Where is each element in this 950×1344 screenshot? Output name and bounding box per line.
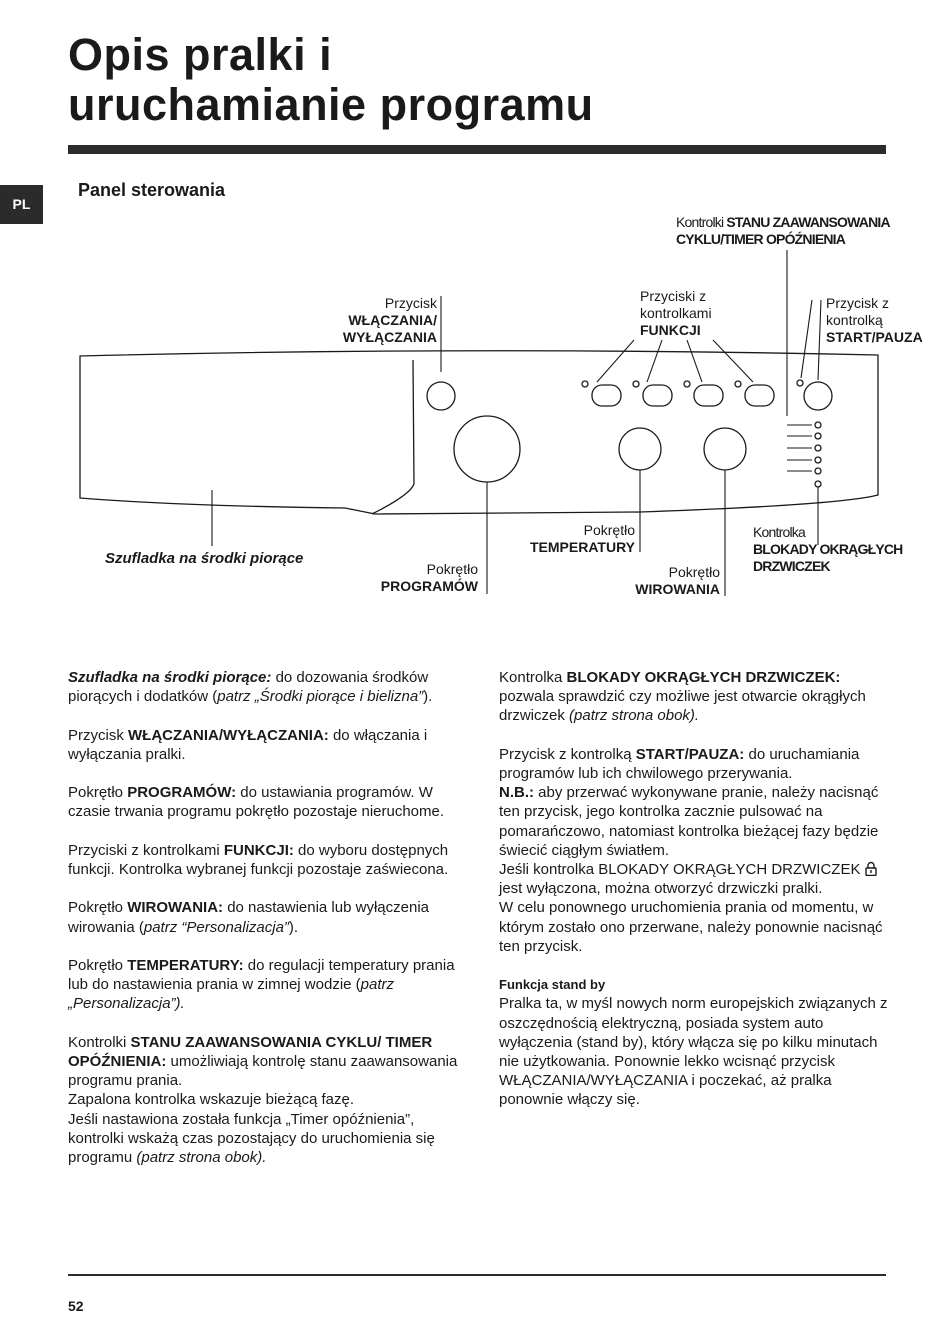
term-door-lock: BLOKADY OKRĄGŁYCH DRZWICZEK: [566, 669, 841, 686]
status-led-3 [815, 445, 821, 451]
label-door-lock [753, 524, 902, 575]
language-tab: PL [0, 185, 43, 224]
label-spin-line-1: Pokrętło [668, 564, 720, 580]
term-functions: FUNKCJI: [223, 841, 294, 859]
desc-status-leds [68, 1033, 460, 1091]
label-status-bold-1: STANU ZAAWANSOWANIA [726, 214, 890, 230]
desc-text: Pokrętło [68, 899, 128, 917]
label-program-knob [381, 561, 478, 595]
lock-icon [865, 861, 877, 876]
desc-text: do uruchamiania programów lub ich chwilowego przerywania. [499, 745, 860, 782]
label-status-prefix: Kontrolki [676, 214, 727, 230]
desc-text: Pokrętło [68, 784, 128, 802]
label-spin-bold: WIROWANIA [635, 581, 720, 597]
status-led-1 [815, 422, 821, 428]
function-led-2 [633, 381, 639, 387]
label-door-bold-2: DRZWICZEK [753, 558, 830, 574]
label-on-off [343, 295, 437, 346]
label-temperature-bold: TEMPERATURY [530, 539, 635, 555]
term-on-off: WŁĄCZANIA/WYŁĄCZANIA: [128, 726, 329, 744]
desc-text: do regulacji temperatury prania lub do nastawienia prania w zimnej wodzie ( [68, 956, 455, 994]
desc-text: Kontrolka [499, 669, 567, 686]
standby-text: Pralka ta, w myśl nowych norm europejskich związanych z oszczędnością elektryczną, posiada system auto wyłączenia (stand by), który włącza się po kilku minutach nie użytkowania. Ponownie lekko wcisnąć przycisk WŁĄCZANIA/WYŁĄCZANIA i poczekać, aż pralka ponownie włączy się. [499, 995, 888, 1109]
function-button-3-shape [694, 385, 723, 406]
desc-text: umożliwiają kontrolę stanu zaawansowania programu prania. [68, 1052, 458, 1090]
label-start-bold: START/PAUZA [826, 329, 923, 345]
label-door-line-1: Kontrolka [753, 524, 805, 540]
desc-ref: patrz „Środki piorące i bielizna” [217, 688, 424, 706]
status-led-4 [815, 457, 821, 463]
footer-divider [68, 1274, 886, 1276]
desc-text: Pokrętło [68, 956, 128, 974]
desc-text: do nastawienia lub wyłączenia wirowania ( [68, 899, 429, 936]
label-on-off-line-1: Przycisk [384, 295, 437, 311]
desc-door-lock [499, 668, 891, 726]
desc-spin-knob [68, 898, 460, 936]
label-spin-knob [635, 564, 720, 598]
term-program: PROGRAMÓW: [127, 784, 237, 802]
desc-text: Jeśli nastawiona została funkcja „Timer opóźnienia”, kontrolki wskażą czas pozostający do uruchomienia się programu [68, 1110, 435, 1166]
label-detergent-drawer-text: Szufladka na środki piorące [105, 550, 304, 567]
desc-start-pause [499, 745, 891, 783]
desc-text: pozwala sprawdzić czy możliwe jest otwarcie okrągłych drzwiczek [499, 688, 866, 725]
door-lock-led [815, 481, 821, 487]
on-off-button-shape [427, 382, 455, 410]
status-led-2 [815, 433, 821, 439]
function-button-4-shape [745, 385, 774, 406]
desc-ref: patrz “Personalizacja” [143, 918, 289, 936]
desc-nb [499, 783, 891, 860]
desc-functions [68, 841, 460, 879]
function-button-1-shape [592, 385, 621, 406]
desc-status-line-3 [68, 1110, 460, 1168]
program-knob-shape [454, 416, 520, 482]
right-column [499, 668, 891, 1110]
desc-text: do ustawiania programów. W czasie trwania programu pokrętło pozostaje nieruchome. [68, 784, 445, 821]
page-title-line-2: uruchamianie programu [68, 79, 594, 130]
label-functions [640, 288, 712, 339]
label-on-off-bold-1: WŁĄCZANIA/ [348, 312, 437, 328]
desc-text: jest wyłączona, można otworzyć drzwiczki pralki. [499, 880, 823, 898]
label-door-bold-1: BLOKADY OKRĄGŁYCH [753, 541, 903, 557]
desc-detergent-drawer [68, 668, 460, 706]
label-program-line-1: Pokrętło [426, 561, 478, 577]
label-on-off-bold-2: WYŁĄCZANIA [342, 329, 437, 345]
label-start-pause [826, 295, 923, 346]
label-temperature-line-1: Pokrętło [583, 522, 635, 538]
label-functions-line-2: kontrolkami [640, 305, 712, 321]
desc-ref: (patrz strona obok). [569, 707, 700, 725]
desc-text: Jeśli kontrolka BLOKADY OKRĄGŁYCH DRZWICZEK [499, 861, 865, 879]
label-start-line-1: Przycisk z [826, 295, 889, 311]
drawer-boundary [372, 360, 414, 514]
label-start-line-2: kontrolką [826, 312, 883, 328]
desc-program-knob [68, 783, 460, 821]
desc-ref: patrz „Personalizacja”). [68, 976, 395, 1013]
desc-text: ). [288, 918, 299, 936]
desc-text: ). [423, 688, 433, 706]
function-led-4 [735, 381, 741, 387]
page-title-line-1: Opis pralki i [68, 29, 333, 80]
desc-on-off [68, 726, 460, 764]
term-detergent-drawer: Szufladka na środki piorące: [68, 669, 272, 686]
desc-text: Przycisk [68, 726, 128, 744]
desc-door-open [499, 860, 891, 898]
label-status-leds [676, 214, 890, 248]
status-led-5 [815, 468, 821, 474]
function-led-3 [684, 381, 690, 387]
left-column [68, 668, 460, 1167]
section-heading: Panel sterowania [78, 180, 226, 200]
term-spin: WIROWANIA: [127, 899, 224, 917]
page-number: 52 [68, 1298, 84, 1314]
desc-text: Przycisk z kontrolką [499, 745, 636, 763]
function-button-2-shape [643, 385, 672, 406]
label-functions-bold: FUNKCJI [640, 322, 701, 338]
desc-ref: (patrz strona obok). [136, 1148, 267, 1166]
start-pause-led [797, 380, 803, 386]
desc-temperature-knob [68, 956, 460, 1014]
label-functions-line-1: Przyciski z [640, 288, 707, 304]
panel-outline [80, 351, 878, 514]
start-pause-button-shape [804, 382, 832, 410]
desc-status-line-2: Zapalona kontrolka wskazuje bieżącą fazę. [68, 1091, 354, 1109]
label-status-bold-2: CYKLU/TIMER OPÓŹNIENIA [676, 231, 846, 247]
label-program-bold: PROGRAMÓW [380, 578, 478, 594]
function-led-1 [582, 381, 588, 387]
term-status: STANU ZAAWANSOWANIA CYKLU/ TIMER OPÓŹNIENIA: [68, 1033, 433, 1070]
desc-text: do wyboru dostępnych funkcji. Kontrolka wybranej funkcji pozostaje zaświecona. [68, 841, 449, 878]
desc-text: aby przerwać wykonywane pranie, należy nacisnąć ten przycisk, jego kontrolka zacznie pulsować na pomarańczowo, natomiast kontrolka bieżącej fazy będzie świecić ciągłym światłem. [499, 784, 879, 859]
desc-text: do dozowania środków piorących i dodatków ( [68, 669, 429, 706]
term-nb: N.B.: [499, 784, 534, 802]
label-temperature-knob [530, 522, 635, 556]
desc-text: do włączania i wyłączania pralki. [68, 726, 428, 763]
term-temperature: TEMPERATURY: [127, 956, 244, 974]
term-start-pause: START/PAUZA: [635, 745, 745, 763]
label-detergent-drawer [105, 550, 303, 567]
temperature-knob-shape [619, 428, 661, 470]
desc-text: Kontrolki [68, 1033, 131, 1051]
desc-text: Przyciski z kontrolkami [68, 841, 224, 859]
standby-heading: Funkcja stand by [499, 977, 606, 993]
desc-restart: W celu ponownego uruchomienia prania od momentu, w którym zostało ono przerwane, należy ponownie nacisnąć ten przycisk. [499, 899, 883, 955]
spin-knob-shape [704, 428, 746, 470]
